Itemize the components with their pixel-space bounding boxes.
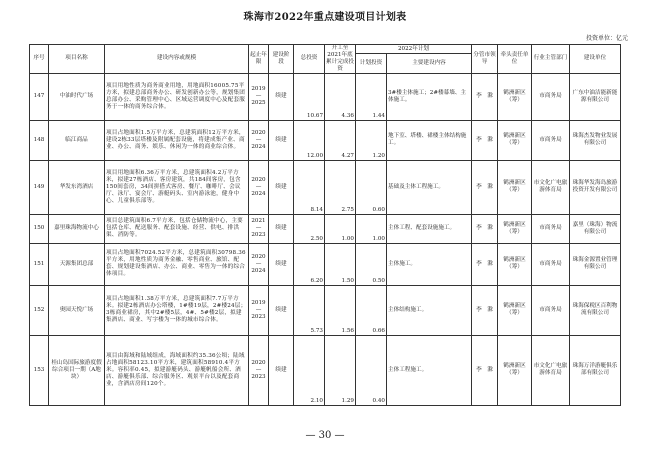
row-mayor: 李 滁 xyxy=(472,73,498,120)
row-cum: 4.36 xyxy=(325,73,356,120)
row-name: 奥园天悦广场 xyxy=(49,285,105,335)
row-plan-inv: 0.50 xyxy=(356,243,387,285)
row-dept: 市文化广电旅游体育局 xyxy=(532,160,570,214)
row-dept: 市文化广电旅游体育局 xyxy=(532,335,570,405)
row-builder: 珠海金源置业管理有限公司 xyxy=(570,243,621,285)
row-total: 2.10 xyxy=(294,335,325,405)
row-name: 天源集团总部 xyxy=(49,243,105,285)
row-plan-content: 地下室、塔楼、裙楼主体结构施工。 xyxy=(387,120,472,160)
row-cum: 2.75 xyxy=(325,160,356,214)
row-seq: 152 xyxy=(30,285,49,335)
row-stage: 续建 xyxy=(269,214,294,243)
row-desc: 项目用地面积6.36万平方米，总建筑面积4.2万平方米，拟建27栋酒店、客房建筑，共184间客房，包含150间套房，34间拼搭式客房、餐厅、咖啡厅、会议厅、泳厅、宴会厅、游艇码头、室内游泳池，健身中心、儿童俱乐部等。 xyxy=(105,160,249,214)
header-lead: 牵头责任单位 xyxy=(498,45,532,74)
row-lead-unit: 鹤洲新区（筹） xyxy=(498,73,532,120)
row-total: 5.73 xyxy=(294,285,325,335)
row-seq: 151 xyxy=(30,243,49,285)
row-plan-inv: 1.20 xyxy=(356,120,387,160)
row-mayor: 李 滁 xyxy=(472,243,498,285)
row-dept: 市商务局 xyxy=(532,243,570,285)
row-mayor: 李 滁 xyxy=(472,120,498,160)
row-total: 10.67 xyxy=(294,73,325,120)
row-builder: 珠海华发海岛旅游投资开发有限公司 xyxy=(570,160,621,214)
row-plan-content: 主体施工。 xyxy=(387,243,472,285)
header-name: 项目名称 xyxy=(49,45,105,74)
row-dept: 市商务局 xyxy=(532,120,570,160)
header-desc: 建设内容或规模 xyxy=(105,45,249,74)
row-seq: 147 xyxy=(30,73,49,120)
row-years: 2020—2024 xyxy=(249,243,269,285)
row-total: 12.00 xyxy=(294,120,325,160)
header-seq: 序号 xyxy=(30,45,49,74)
row-lead-unit: 鹤洲新区（筹） xyxy=(498,120,532,160)
row-desc: 项目用地性质为商务商业用地，用地面积16005.75平方米，拟建总部商务办公、研发创新办公等，规划集团总部办公、采购管理中心、区域运营调度中心及配套服务于一体的商务综合体。 xyxy=(105,73,249,120)
row-seq: 149 xyxy=(30,160,49,214)
header-dept: 行业主管部门 xyxy=(532,45,570,74)
row-years: 2020—2024 xyxy=(249,160,269,214)
row-plan-inv: 0.40 xyxy=(356,335,387,405)
row-total: 6.20 xyxy=(294,243,325,285)
row-name: 嘉里珠海物流中心 xyxy=(49,214,105,243)
row-lead-unit: 鹤洲新区（筹） xyxy=(498,285,532,335)
row-desc: 项目由海域和陆域组成，海域面积约35.36公顷；陆域占地面积58123.10平方米，建筑面积58910.4平方米。容积率0.45，拟建游艇码头、游艇帆船会所、酒店、游艇俱乐部、综合服务区、观景平台以及配套商业，含酒店房间120个。 xyxy=(105,335,249,405)
row-plan-content: 3#楼主体施工；2#楼幕墙、主体施工。 xyxy=(387,73,472,120)
row-total: 8.14 xyxy=(294,160,325,214)
row-lead-unit: 鹤洲新区（筹） xyxy=(498,335,532,405)
header-years: 起止年限 xyxy=(249,45,269,74)
row-mayor: 李 滁 xyxy=(472,214,498,243)
table-row xyxy=(30,335,621,405)
row-plan-inv: 1.00 xyxy=(356,214,387,243)
row-years: 2020—2024 xyxy=(249,120,269,160)
header-cum: 开工至2021年底累计完成投资 xyxy=(326,45,354,72)
row-desc: 项目总建筑面积6.7平方米，包括仓储物流中心，主要包括仓库、配送服务、配套设施、经营、供电、排洪渠、消防等。 xyxy=(105,214,249,243)
row-cum: 1.56 xyxy=(325,285,356,335)
row-seq: 150 xyxy=(30,214,49,243)
row-stage: 续建 xyxy=(269,73,294,120)
row-stage: 续建 xyxy=(269,120,294,160)
row-plan-inv: 1.44 xyxy=(356,73,387,120)
row-plan-content: 主体工程施工。 xyxy=(387,335,472,405)
row-name: 临江商品 xyxy=(49,120,105,160)
row-stage: 续建 xyxy=(269,335,294,405)
header-mayor: 分管市领导 xyxy=(472,45,498,74)
row-plan-inv: 0.60 xyxy=(356,160,387,214)
table-row xyxy=(30,73,621,120)
table-row xyxy=(30,120,621,160)
row-desc: 项目占地面积1.38万平方米，总建筑面积7.7万平方米。拟建2栋酒店办公塔楼，1#楼19层，2#楼24层；3栋商业裙房，其中2#楼5层，4#、5#楼2层，拟建集酒店、商业、写字楼为一体的城市综合体。 xyxy=(105,285,249,335)
row-years: 2019—2025 xyxy=(249,73,269,120)
row-total: 2.50 xyxy=(294,214,325,243)
row-builder: 嘉里（珠海）物流有限公司 xyxy=(570,214,621,243)
row-cum: 1.29 xyxy=(325,335,356,405)
header-plan-inv: 计划投资 xyxy=(356,54,387,74)
row-seq: 153 xyxy=(30,335,49,405)
page-number: — 30 — xyxy=(305,430,345,441)
row-dept: 市商务局 xyxy=(532,73,570,120)
row-cum: 1.50 xyxy=(325,243,356,285)
row-mayor: 李 滁 xyxy=(472,285,498,335)
table-row xyxy=(30,285,621,335)
project-table xyxy=(29,44,621,406)
row-lead-unit: 鹤洲新区（筹） xyxy=(498,214,532,243)
row-builder: 珠海杰发物业发展有限公司 xyxy=(570,120,621,160)
header-total: 总投资 xyxy=(294,45,325,74)
row-builder: 珠海万洋游艇俱乐部有限公司 xyxy=(570,335,621,405)
row-cum: 1.00 xyxy=(325,214,356,243)
row-seq: 148 xyxy=(30,120,49,160)
header-plan2022: 2022年计划 xyxy=(356,45,472,54)
row-stage: 续建 xyxy=(269,243,294,285)
row-stage: 续建 xyxy=(269,285,294,335)
row-plan-inv: 0.66 xyxy=(356,285,387,335)
row-builder: 广东中油洁能新能源有限公司 xyxy=(570,73,621,120)
row-plan-content: 基础及主体工程施工。 xyxy=(387,160,472,214)
row-cum: 4.27 xyxy=(325,120,356,160)
row-builder: 珠海保税区百利物流有限公司 xyxy=(570,285,621,335)
row-plan-content: 主体结构施工。 xyxy=(387,285,472,335)
row-name: 中油时代广场 xyxy=(49,73,105,120)
row-mayor: 李 滁 xyxy=(472,160,498,214)
table-row xyxy=(30,214,621,243)
row-years: 2020—2023 xyxy=(249,335,269,405)
row-desc: 项目占地面积1.5万平方米，总建筑面积12万平方米，建设2栋33层塔楼及附属配套设施，将建成集产业、商业、办公、商务、娱乐、休闲为一体的商业综合体。 xyxy=(105,120,249,160)
header-stage: 建设阶段 xyxy=(269,45,294,74)
table-row xyxy=(30,160,621,214)
row-name: 华发东湾酒店 xyxy=(49,160,105,214)
header-plan-content: 主要建设内容 xyxy=(387,54,472,74)
row-lead-unit: 鹤洲新区（筹） xyxy=(498,243,532,285)
row-years: 2021—2023 xyxy=(249,214,269,243)
row-years: 2019—2023 xyxy=(249,285,269,335)
page-title: 珠海市2022年重点建设项目计划表 xyxy=(243,12,407,23)
row-dept: 市商务局 xyxy=(532,214,570,243)
row-lead-unit: 鹤洲新区（筹） xyxy=(498,160,532,214)
table-row xyxy=(30,243,621,285)
row-plan-content: 主体工程、配套设施施工。 xyxy=(387,214,472,243)
unit-note: 投资单位：亿元 xyxy=(585,35,628,42)
row-dept: 市商务局 xyxy=(532,285,570,335)
row-desc: 项目占地面积7024.52平方米，总建筑面积30798.36平方米，用地性质为商务金融、零售商业、旅馆、配套、规划建设集酒店、办公、商业、零售为一体的综合体项目。 xyxy=(105,243,249,285)
row-name: 桂山岛国际旅游度假综合项目一期（A地块） xyxy=(49,335,105,405)
row-stage: 续建 xyxy=(269,160,294,214)
header-builder: 建设单位 xyxy=(570,45,621,74)
row-mayor: 李 滁 xyxy=(472,335,498,405)
